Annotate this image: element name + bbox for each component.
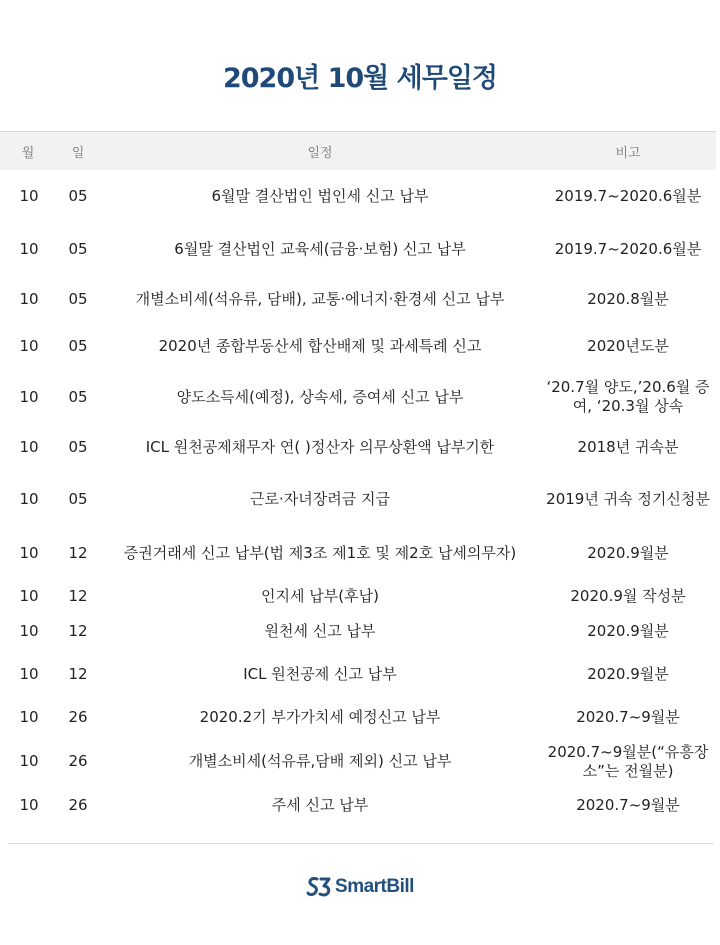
- cell-month: 10: [19, 544, 39, 562]
- cell-note: 2019.7~2020.6월분: [554, 240, 702, 258]
- cell-day: 05: [68, 289, 88, 308]
- header-day: 일: [71, 145, 85, 161]
- table-row: [0, 580, 716, 613]
- cell-day: 26: [68, 795, 88, 814]
- header-schedule: 일정: [307, 145, 333, 161]
- cell-schedule: 증권거래세 신고 납부(법 제3조 제1호 및 제2호 납세의무자): [123, 544, 517, 562]
- smartbill-logo-icon: [306, 875, 332, 899]
- cell-note: 2020.8월분: [587, 289, 669, 308]
- cell-day: 05: [68, 187, 88, 205]
- cell-note: 2020.9월분: [587, 665, 669, 683]
- cell-month: 10: [19, 587, 39, 605]
- cell-month: 10: [19, 187, 39, 205]
- table-row: [0, 322, 716, 371]
- cell-month: 10: [19, 752, 39, 770]
- cell-schedule: 2020년 종합부동산세 합산배제 및 과세특례 신고: [158, 337, 482, 355]
- cell-month: 10: [19, 289, 39, 308]
- cell-schedule: 양도소득세(예정), 상속세, 증여세 신고 납부: [176, 387, 464, 406]
- table-header-row: [0, 132, 716, 171]
- table-row: [0, 371, 716, 423]
- cell-note: 2020.9월분: [587, 544, 669, 562]
- cell-schedule: 6월말 결산법인 법인세 신고 납부: [211, 187, 429, 205]
- smartbill-logo: [0, 875, 720, 903]
- cell-schedule: 개별소비세(석유류, 담배), 교통·에너지·환경세 신고 납부: [135, 289, 505, 308]
- table-body: [0, 170, 716, 822]
- cell-note: 2020년도분: [587, 337, 669, 355]
- cell-month: 10: [19, 437, 39, 456]
- footer-divider: [8, 843, 714, 844]
- cell-schedule: 근로·자녀장려금 지급: [250, 489, 390, 508]
- cell-month: 10: [19, 708, 39, 726]
- cell-schedule: 6월말 결산법인 교육세(금융·보험) 신고 납부: [174, 240, 466, 258]
- cell-day: 12: [68, 544, 88, 562]
- cell-month: 10: [19, 795, 39, 814]
- table-row: [0, 735, 716, 788]
- cell-schedule: 인지세 납부(후납): [261, 587, 379, 605]
- cell-day: 05: [68, 437, 88, 456]
- table-row: [0, 649, 716, 700]
- table-row: [0, 170, 716, 223]
- table-row: [0, 276, 716, 322]
- table-row: [0, 423, 716, 471]
- cell-note: 2019.7~2020.6월분: [554, 187, 702, 205]
- cell-note: 2020.7~9월분(“유흥장소”는 전월분): [547, 742, 709, 780]
- cell-note: 2020.9월 작성분: [570, 587, 686, 605]
- cell-schedule: 원천세 신고 납부: [264, 621, 376, 640]
- table-row: [0, 223, 716, 276]
- cell-day: 05: [68, 240, 88, 258]
- header-month: 월: [21, 145, 35, 161]
- cell-day: 05: [68, 489, 88, 508]
- cell-day: 12: [68, 621, 88, 640]
- cell-month: 10: [19, 240, 39, 258]
- cell-month: 10: [19, 337, 39, 355]
- table-row: [0, 700, 716, 735]
- cell-month: 10: [19, 665, 39, 683]
- cell-month: 10: [19, 387, 39, 406]
- cell-note: 2020.9월분: [587, 621, 669, 640]
- cell-schedule: 주세 신고 납부: [271, 795, 369, 814]
- table-row: [0, 527, 716, 580]
- cell-day: 05: [68, 337, 88, 355]
- cell-note: 2018년 귀속분: [577, 437, 679, 456]
- logo-text: SmartBill: [335, 876, 414, 897]
- cell-day: 26: [68, 708, 88, 726]
- cell-schedule: 개별소비세(석유류,담배 제외) 신고 납부: [188, 752, 452, 770]
- cell-day: 12: [68, 665, 88, 683]
- table-row: [0, 788, 716, 822]
- header-note: 비고: [615, 145, 641, 161]
- table-row: [0, 613, 716, 649]
- cell-month: 10: [19, 621, 39, 640]
- cell-note: 2019년 귀속 정기신청분: [546, 489, 710, 508]
- cell-note: 2020.7~9월분: [576, 795, 680, 814]
- cell-schedule: ICL 원천공제 신고 납부: [243, 665, 397, 683]
- tax-schedule-table: [0, 131, 716, 822]
- page-title: 2020년 10월 세무일정: [222, 63, 497, 94]
- cell-note: ‘20.7월 양도,’20.6월 증여, ‘20.3월 상속: [546, 378, 710, 415]
- cell-day: 05: [68, 387, 88, 406]
- cell-day: 26: [68, 752, 88, 770]
- cell-month: 10: [19, 489, 39, 508]
- cell-note: 2020.7~9월분: [576, 708, 680, 726]
- cell-schedule: 2020.2기 부가가치세 예정신고 납부: [199, 708, 441, 726]
- table-row: [0, 471, 716, 527]
- cell-day: 12: [68, 587, 88, 605]
- cell-schedule: ICL 원천공제채무자 연( )정산자 의무상환액 납부기한: [145, 437, 495, 456]
